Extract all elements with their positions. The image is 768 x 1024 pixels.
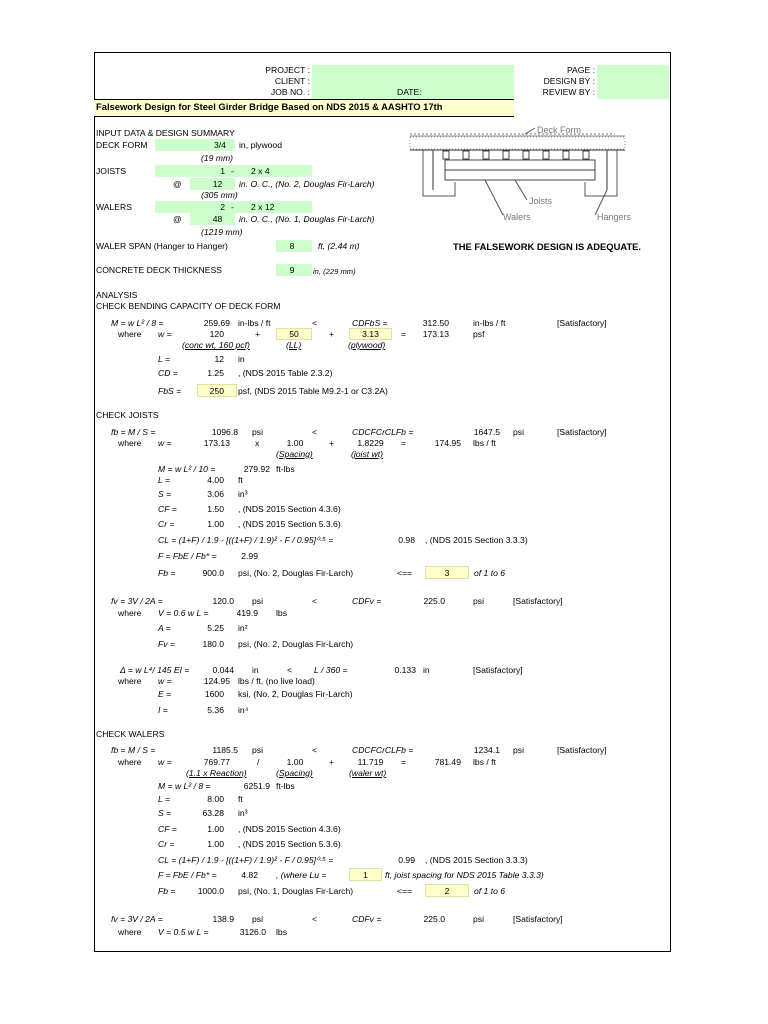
joists-leader <box>515 180 527 200</box>
deck-note-ll: (LL) <box>286 340 302 350</box>
joists-defl-cap-label: L / 360 = <box>314 665 348 675</box>
joists-defl-eq: Δ = w L⁴/ 145 EI = <box>120 665 190 675</box>
walers-Cr: 1.00 <box>207 839 224 849</box>
walers-plus: + <box>329 757 335 767</box>
walers-label: WALERS <box>96 202 132 212</box>
walers-fb-eq: fb = M / S = <box>111 745 156 755</box>
joists-Fb-ref: psi, (No. 2, Douglas Fir-Larch) <box>238 568 354 578</box>
concrete-value: 9 <box>289 265 295 275</box>
walers-Lu-text: , (where Lu = <box>276 870 327 880</box>
deck-CD-eq: CD = <box>158 368 178 378</box>
deck-FbS-ref: psf, (NDS 2015 Table M9.2-1 or C3.2A) <box>238 386 388 396</box>
walers-CL-eq: CL = (1+F) / 1.9 - [((1+F) / 1.9)² - F / 0.95]⁰·⁵ = <box>158 855 334 865</box>
joists-fb-eq: fb = M / S = <box>111 427 156 437</box>
joists-L-eq: L = <box>158 475 171 485</box>
deck-w2: 50 <box>289 329 299 339</box>
design-by-label: DESIGN BY : <box>543 76 595 86</box>
walers-dash: - <box>231 202 234 212</box>
walers-V-where: where <box>118 927 142 937</box>
joists-A: 5.25 <box>207 623 224 633</box>
waler-top <box>445 160 595 170</box>
deck-FbS: 250 <box>209 386 224 396</box>
walers-L-eq: L = <box>158 794 171 804</box>
walers-V-eq: V = 0.5 w L = <box>158 927 209 937</box>
walers-S-eq: S = <box>158 808 172 818</box>
deck-capacity: 312.50 <box>422 318 449 328</box>
joists-defl-where: where <box>118 676 142 686</box>
review-by-label: REVIEW BY : <box>542 87 595 97</box>
joists-defl-lt: < <box>287 665 293 675</box>
joists-A-unit: in² <box>238 623 248 633</box>
deck-moment-eq: M = w L² / 8 = <box>111 318 164 328</box>
joists-I-eq: I = <box>158 705 168 715</box>
joists-defl-w: 124.95 <box>203 676 230 686</box>
walers-S: 63.28 <box>202 808 224 818</box>
joists-M-unit: ft-lbs <box>276 464 295 474</box>
joist-3 <box>483 151 489 159</box>
walers-w-eq: w = <box>158 757 172 767</box>
joists-fb-unit: psi <box>252 427 263 437</box>
walers-spacing: 48 <box>212 214 223 224</box>
joists-x: x <box>255 438 260 448</box>
design-summary: THE FALSEWORK DESIGN IS ADEQUATE. <box>453 241 642 252</box>
joists-M-eq: M = w L² / 10 = <box>158 464 216 474</box>
walers-w1: 769.77 <box>203 757 230 767</box>
joists-CF-eq: CF = <box>158 504 177 514</box>
joists-E: 1600 <box>204 689 224 699</box>
joists-Fb-eq: Fb = <box>158 568 176 578</box>
joists-fv-unit: psi <box>252 596 263 606</box>
page-label: PAGE : <box>566 65 595 75</box>
deck-form-label: DECK FORM <box>96 140 148 150</box>
joist-8 <box>583 151 589 159</box>
deck-form-mm: (19 mm) <box>201 153 233 163</box>
walers-CF-eq: CF = <box>158 824 177 834</box>
deck-w-eq: w = <box>158 329 172 339</box>
deck-note-plywood: (plywood) <box>348 340 386 350</box>
walers-fb-unit: psi <box>252 745 263 755</box>
girder-right <box>585 150 617 196</box>
joists-defl-status: [Satisfactory] <box>473 665 523 675</box>
joists-status: [Satisfactory] <box>557 427 607 437</box>
walers-Fb: 1000.0 <box>197 886 224 896</box>
joists-note-spacing: (Spacing) <box>276 449 313 459</box>
joists-fv-cap: 225.0 <box>423 596 445 606</box>
joists-M: 279.92 <box>243 464 270 474</box>
walers-qty: 2 <box>220 202 225 212</box>
deck-form-callout: Deck Form <box>537 125 582 135</box>
walers-mm: (1219 mm) <box>201 227 243 237</box>
joists-E-eq: E = <box>158 689 172 699</box>
joists-CF: 1.50 <box>207 504 224 514</box>
joists-capacity: 1647.5 <box>473 427 500 437</box>
joists-V-where: where <box>118 608 142 618</box>
joists-fb: 1096.8 <box>211 427 238 437</box>
deck-status: [Satisfactory] <box>557 318 607 328</box>
joists-S-eq: S = <box>158 489 172 499</box>
input-heading: INPUT DATA & DESIGN SUMMARY <box>96 128 235 138</box>
walers-capacity-unit: psi <box>513 745 524 755</box>
walers-w3: 11.719 <box>357 757 384 767</box>
joists-Cr: 1.00 <box>207 519 224 529</box>
deck-w1: 120 <box>209 329 224 339</box>
falsework-diagram <box>405 120 660 225</box>
joists-where: where <box>118 438 142 448</box>
deck-lt: < <box>312 318 318 328</box>
joists-w-total: 174.95 <box>434 438 461 448</box>
walers-fv-cap-unit: psi <box>473 914 484 924</box>
deck-where: where <box>118 329 142 339</box>
joists-L: 4.00 <box>207 475 224 485</box>
walers-fv-lt: < <box>312 914 318 924</box>
deck-moment-unit: in-lbs / ft <box>238 318 271 328</box>
walers-F: 4.82 <box>241 870 258 880</box>
deck-check-heading: CHECK BENDING CAPACITY OF DECK FORM <box>96 301 281 311</box>
walers-M-eq: M = w L² / 8 = <box>158 781 211 791</box>
waler-bottom <box>445 170 595 180</box>
joist-2 <box>463 151 469 159</box>
deck-CD: 1.25 <box>207 368 224 378</box>
joists-V-eq: V = 0.6 w L = <box>158 608 209 618</box>
deck-form-leader <box>525 128 535 134</box>
walers-CF: 1.00 <box>207 824 224 834</box>
deck-CD-ref: , (NDS 2015 Table 2.3.2) <box>238 368 333 378</box>
joists-V: 419.9 <box>236 608 258 618</box>
joists-F: 2.99 <box>241 551 258 561</box>
joists-dash: - <box>231 166 234 176</box>
joists-defl-w-ref: lbs / ft, (no live load) <box>238 676 315 686</box>
joists-fv-status: [Satisfactory] <box>513 596 563 606</box>
joists-fv-eq: fv = 3V / 2A = <box>111 596 163 606</box>
joists-F-eq: F = FbE / Fb* = <box>158 551 217 561</box>
joists-plus: + <box>329 438 335 448</box>
deck-L: 12 <box>214 354 224 364</box>
deck-w-unit: psf <box>473 329 485 339</box>
walers-fv-cap: 225.0 <box>423 914 445 924</box>
project-label: PROJECT : <box>265 65 310 75</box>
walers-leader <box>485 180 503 215</box>
walers-size: 2 x 12 <box>251 202 275 212</box>
joists-check-heading: CHECK JOISTS <box>96 410 159 420</box>
deck-L-unit: in <box>238 354 245 364</box>
walers-status: [Satisfactory] <box>557 745 607 755</box>
joists-Fv-eq: Fv = <box>158 639 175 649</box>
joists-S: 3.06 <box>207 489 224 499</box>
deck-form-unit: in, plywood <box>239 140 282 150</box>
joists-V-unit: lbs <box>276 608 287 618</box>
analysis-heading: ANALYSIS <box>96 290 138 300</box>
walers-at: @ <box>173 214 182 224</box>
joists-CL: 0.98 <box>398 535 415 545</box>
joists-capacity-unit: psi <box>513 427 524 437</box>
joists-grade-range: of 1 to 6 <box>474 568 506 578</box>
joists-eqs: = <box>401 438 407 448</box>
deck-form-value: 3/4 <box>214 140 226 150</box>
deck-eqs: = <box>401 329 407 339</box>
concrete-deck <box>410 137 625 149</box>
joists-callout: Joists <box>529 196 553 206</box>
deck-note-conc: (conc wt, 160 pcf) <box>182 340 250 350</box>
walers-fv-status: [Satisfactory] <box>513 914 563 924</box>
joists-fv-cap-unit: psi <box>473 596 484 606</box>
walers-note-waler: (waler wt) <box>349 768 387 778</box>
walers-Fb-eq: Fb = <box>158 886 176 896</box>
deck-FbS-eq: FbS = <box>158 386 182 396</box>
deck-w-total: 173.13 <box>422 329 449 339</box>
walers-Lu-ref: ft, joist spacing for NDS 2015 Table 3.3.3) <box>385 870 544 880</box>
joists-capacity-label: CDCFCrCLFb = <box>352 427 414 437</box>
date-label: DATE: <box>397 87 422 97</box>
girder-left <box>423 150 455 196</box>
hangers-callout: Hangers <box>597 212 632 222</box>
joists-L-unit: ft <box>238 475 243 485</box>
joists-CF-ref: , (NDS 2015 Section 4.3.6) <box>238 504 341 514</box>
waler-span-value: 8 <box>289 241 295 251</box>
joists-spacing: 12 <box>212 179 223 189</box>
walers-lt: < <box>312 745 318 755</box>
joists-Fb: 900.0 <box>202 568 224 578</box>
walers-L: 8.00 <box>207 794 224 804</box>
joists-mm: (305 mm) <box>201 190 238 200</box>
walers-M-unit: ft-lbs <box>276 781 295 791</box>
joists-Fv-ref: psi, (No. 2, Douglas Fir-Larch) <box>238 639 354 649</box>
job-label: JOB NO. : <box>270 87 310 97</box>
walers-CL-ref: , (NDS 2015 Section 3.3.3) <box>425 855 528 865</box>
walers-CL: 0.99 <box>398 855 415 865</box>
walers-eqs: = <box>401 757 407 767</box>
walers-fv-eq: fv = 3V / 2A = <box>111 914 163 924</box>
joists-fv-lt: < <box>312 596 318 606</box>
joists-w2: 1.00 <box>286 438 304 448</box>
deck-capacity-label: CDFbS = <box>352 318 388 328</box>
walers-fv: 138.9 <box>212 914 234 924</box>
joists-grade: 3 <box>444 568 450 578</box>
joists-lt: < <box>312 427 318 437</box>
concrete-unit: in, (229 mm) <box>313 267 356 276</box>
joists-spacing-unit: in. O. C., (No. 2, Douglas Fir-Larch) <box>239 179 375 189</box>
joists-Cr-ref: , (NDS 2015 Section 5.3.6) <box>238 519 341 529</box>
page-title: Falsework Design for Steel Girder Bridge Based on NDS 2015 & AASHTO 17th <box>96 101 443 112</box>
walers-w2: 1.00 <box>286 757 304 767</box>
walers-M: 6251.9 <box>243 781 270 791</box>
page-fields[interactable] <box>597 65 669 99</box>
joists-label: JOISTS <box>96 166 127 176</box>
walers-L-unit: ft <box>238 794 243 804</box>
joist-1 <box>443 151 449 159</box>
joist-6 <box>543 151 549 159</box>
deck-plus2: + <box>329 329 335 339</box>
joist-7 <box>563 151 569 159</box>
joists-qty: 1 <box>220 166 225 176</box>
deck-w3: 3.13 <box>362 329 379 339</box>
joists-at: @ <box>173 179 182 189</box>
joists-A-eq: A = <box>158 623 171 633</box>
walers-where: where <box>118 757 142 767</box>
walers-spacing-unit: in. O. C., (No. 1, Douglas Fir-Larch) <box>239 214 375 224</box>
walers-fb: 1185.5 <box>212 745 238 755</box>
walers-Lu: 1 <box>363 870 368 880</box>
waler-span-label: WALER SPAN (Hanger to Hanger) <box>96 241 228 251</box>
joists-CL-eq: CL = (1+F) / 1.9 - [((1+F) / 1.9)² - F / 0.95]⁰·⁵ = <box>158 535 334 545</box>
joists-fv: 120.0 <box>212 596 234 606</box>
joist-5 <box>523 151 529 159</box>
walers-le: <== <box>397 886 413 896</box>
deck-plus1: + <box>255 329 261 339</box>
walers-Cr-ref: , (NDS 2015 Section 5.3.6) <box>238 839 341 849</box>
joists-defl-cap-unit: in <box>423 665 430 675</box>
joists-fv-cap-label: CDFv = <box>352 596 382 606</box>
walers-callout: Walers <box>503 212 531 222</box>
walers-w-unit: lbs / ft <box>473 757 496 767</box>
joists-I: 5.36 <box>207 705 224 715</box>
deck-capacity-unit: in-lbs / ft <box>473 318 506 328</box>
walers-capacity: 1234.1 <box>473 745 500 755</box>
joists-defl-w-eq: w = <box>158 676 172 686</box>
walers-fv-cap-label: CDFv = <box>352 914 382 924</box>
joists-w-unit: lbs / ft <box>473 438 496 448</box>
joists-defl: 0.044 <box>212 665 234 675</box>
joists-note-joist: (joist wt) <box>351 449 383 459</box>
joists-w1: 173.13 <box>203 438 230 448</box>
joists-Cr-eq: Cr = <box>158 519 175 529</box>
waler-span-unit: ft, (2.44 m) <box>318 241 360 251</box>
walers-F-eq: F = FbE / Fb* = <box>158 870 217 880</box>
walers-capacity-label: CDCFCrCLFb = <box>352 745 414 755</box>
walers-check-heading: CHECK WALERS <box>96 729 165 739</box>
joists-Fv: 180.0 <box>202 639 224 649</box>
joists-defl-cap: 0.133 <box>394 665 416 675</box>
joists-le: <== <box>397 568 413 578</box>
joists-I-unit: in⁴ <box>238 705 249 715</box>
walers-Fb-ref: psi, (No. 1, Douglas Fir-Larch) <box>238 886 354 896</box>
client-label: CLIENT : <box>274 76 310 86</box>
joists-size: 2 x 4 <box>251 166 270 176</box>
joists-defl-unit: in <box>252 665 259 675</box>
deck-L-eq: L = <box>158 354 171 364</box>
deck-moment: 259.69 <box>203 318 230 328</box>
joists-E-ref: ksi, (No. 2, Douglas Fir-Larch) <box>238 689 353 699</box>
walers-fv-unit: psi <box>252 914 263 924</box>
walers-note-spacing: (Spacing) <box>276 768 313 778</box>
joists-S-unit: in³ <box>238 489 248 499</box>
joists-w3: 1.8229 <box>357 438 384 448</box>
walers-Cr-eq: Cr = <box>158 839 175 849</box>
walers-note-reaction: (1.1 x Reaction) <box>186 768 247 778</box>
joists-CL-ref: , (NDS 2015 Section 3.3.3) <box>425 535 528 545</box>
concrete-label: CONCRETE DECK THICKNESS <box>96 265 222 275</box>
walers-div: / <box>257 757 260 767</box>
walers-grade: 2 <box>444 886 450 896</box>
walers-S-unit: in³ <box>238 808 248 818</box>
walers-grade-range: of 1 to 6 <box>474 886 506 896</box>
walers-CF-ref: , (NDS 2015 Section 4.3.6) <box>238 824 341 834</box>
joist-4 <box>503 151 509 159</box>
walers-w-total: 781.49 <box>434 757 461 767</box>
joists-w-eq: w = <box>158 438 172 448</box>
walers-V: 3126.0 <box>239 927 266 937</box>
walers-V-unit: lbs <box>276 927 287 937</box>
